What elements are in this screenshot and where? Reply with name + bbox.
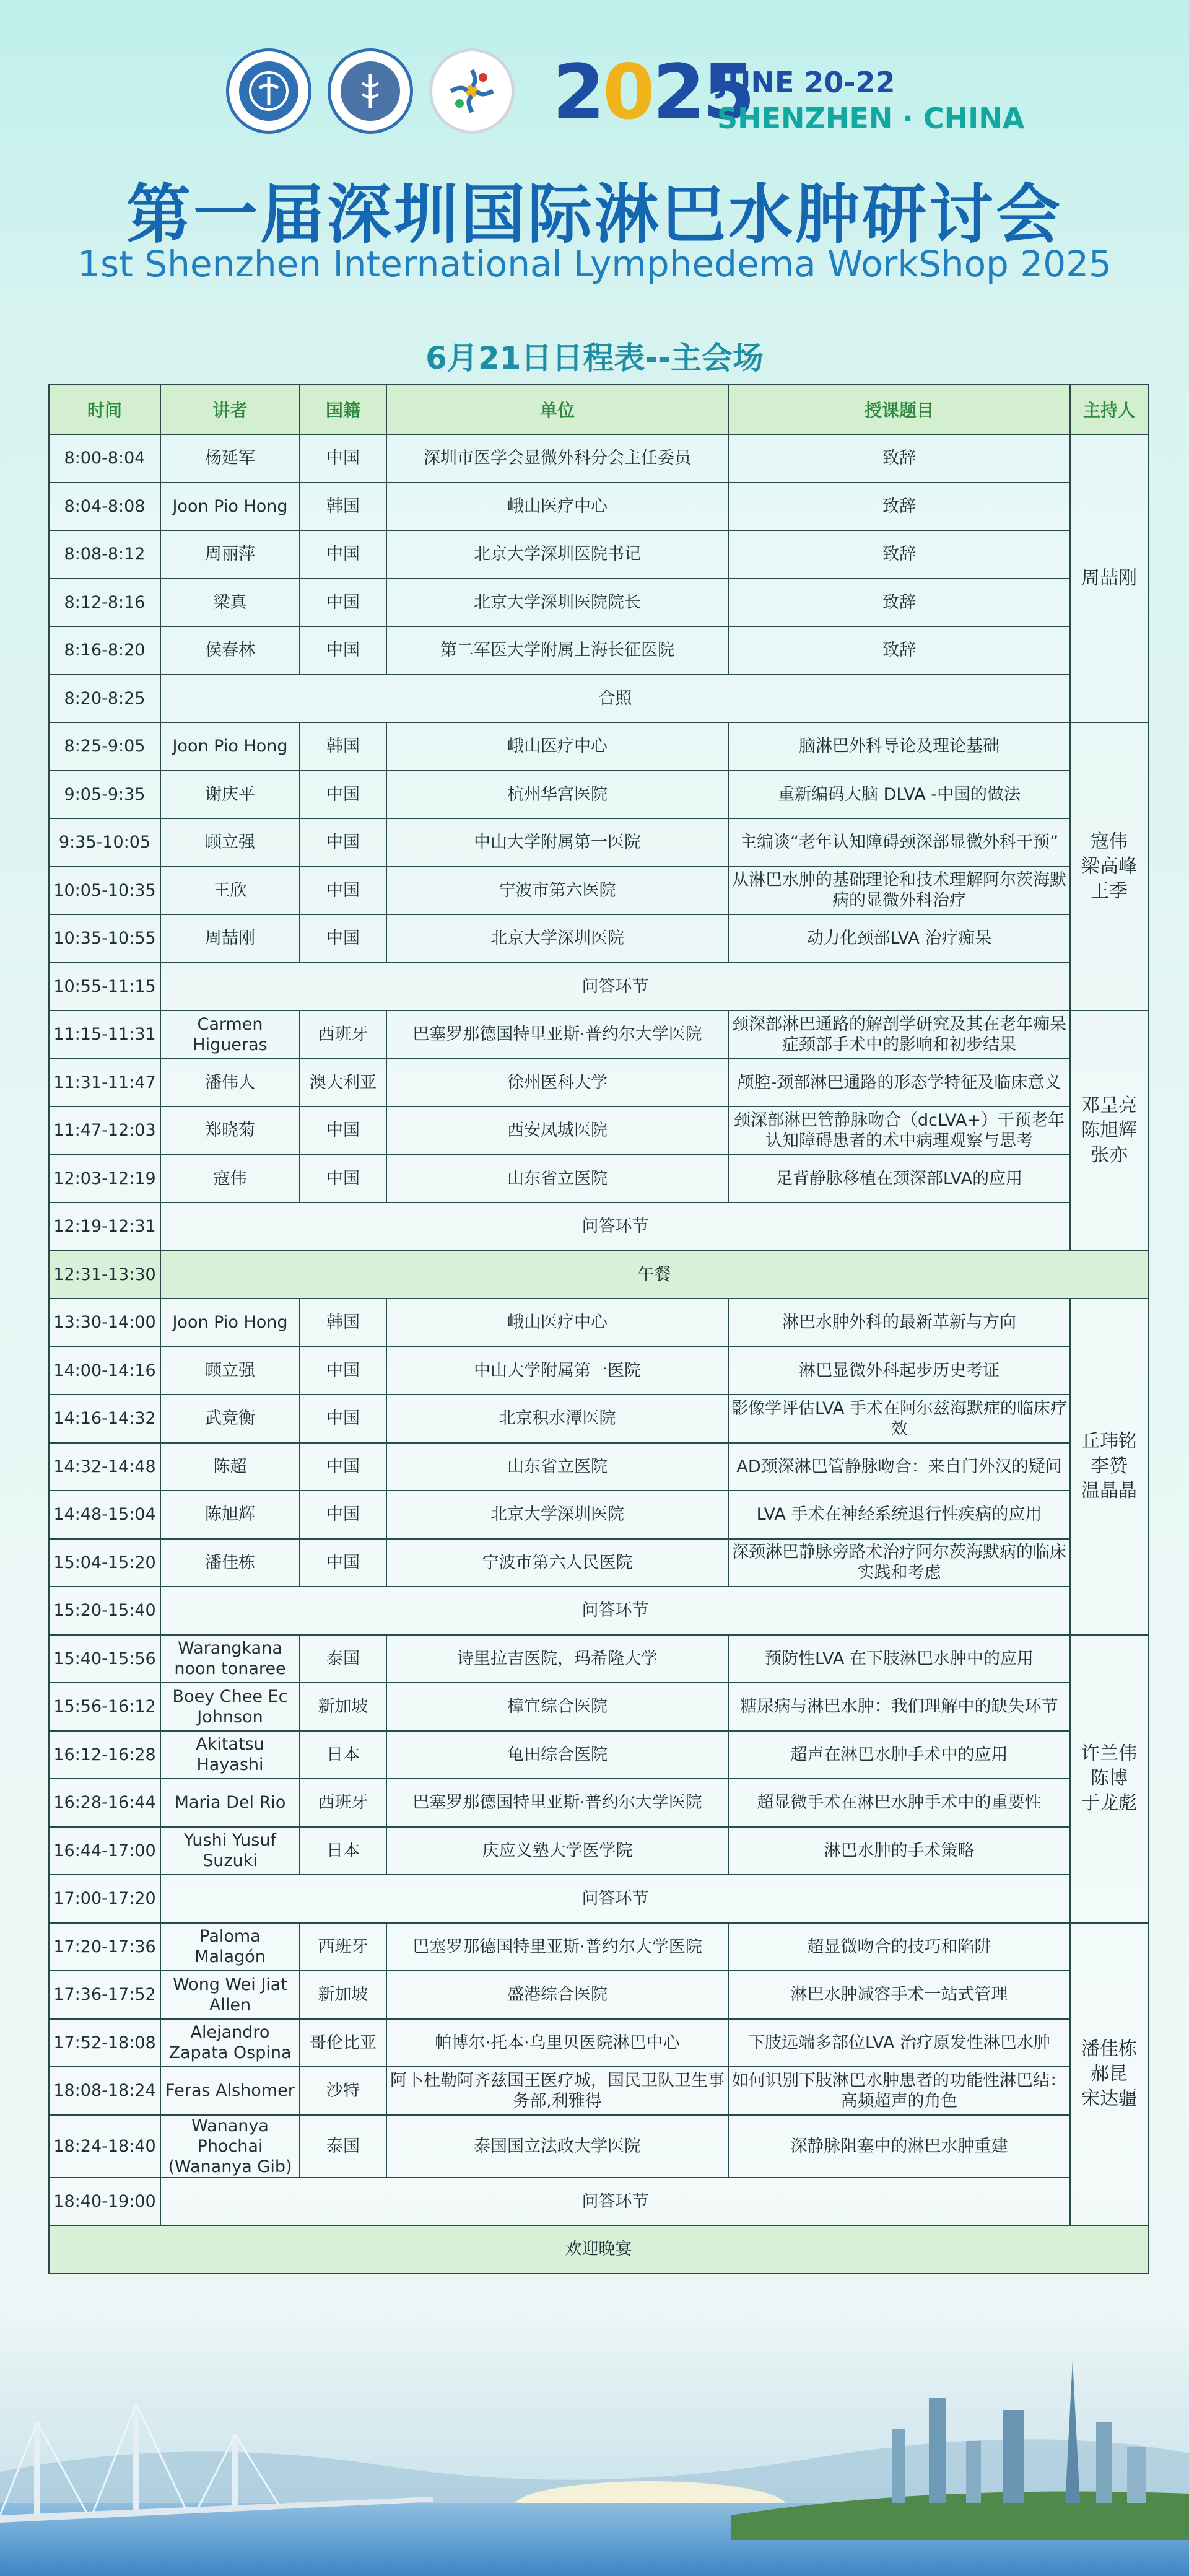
unit-cell: 巴塞罗那德国特里亚斯·普约尔大学医院 xyxy=(386,1010,728,1059)
country-cell: 韩国 xyxy=(300,483,386,531)
country-cell: 澳大利亚 xyxy=(300,1059,386,1107)
unit-cell: 北京大学深圳医院院长 xyxy=(386,579,728,627)
topic-cell: 主编谈“老年认知障碍颈深部显微外科干预” xyxy=(728,818,1070,867)
country-cell: 泰国 xyxy=(300,1635,386,1683)
schedule-subtitle: 6月21日日程表--主会场 xyxy=(425,340,764,376)
time-cell: 12:31-13:30 xyxy=(49,1251,160,1299)
host-name: 温晶晶 xyxy=(1081,1480,1137,1502)
time-cell: 11:31-11:47 xyxy=(49,1059,160,1107)
unit-cell: 徐州医科大学 xyxy=(386,1059,728,1107)
speaker-cell: 顾立强 xyxy=(160,818,300,867)
event-date-place xyxy=(717,64,1024,136)
unit-cell: 帕博尔·托本·乌里贝医院淋巴中心 xyxy=(386,2019,728,2067)
time-cell: 18:08-18:24 xyxy=(49,2067,160,2115)
span-cell: 午餐 xyxy=(160,1251,1148,1299)
unit-cell: 诗里拉吉医院，玛希隆大学 xyxy=(386,1635,728,1683)
time-cell: 16:12-16:28 xyxy=(49,1731,160,1779)
topic-cell: 深静脉阻塞中的淋巴水肿重建 xyxy=(728,2115,1070,2178)
time-cell: 15:56-16:12 xyxy=(49,1683,160,1731)
time-cell: 18:24-18:40 xyxy=(49,2115,160,2178)
table-row xyxy=(49,1731,1148,1779)
time-cell: 14:48-15:04 xyxy=(49,1491,160,1539)
span-cell: 问答环节 xyxy=(160,1875,1070,1923)
host-cell xyxy=(1070,1010,1148,1251)
banquet-cell: 欢迎晚宴 xyxy=(49,2225,1148,2274)
speaker-cell: 杨延军 xyxy=(160,434,300,483)
table-row xyxy=(49,1491,1148,1539)
span-cell: 合照 xyxy=(160,675,1070,723)
time-cell: 18:40-19:00 xyxy=(49,2178,160,2226)
span-row xyxy=(49,2178,1148,2226)
speaker-cell: 潘佳栋 xyxy=(160,1539,300,1587)
shenzhen-medical-association-logo xyxy=(226,48,311,134)
topic-cell: 淋巴显微外科起步历史考证 xyxy=(728,1347,1070,1395)
country-cell: 中国 xyxy=(300,1491,386,1539)
unit-cell: 北京大学深圳医院 xyxy=(386,914,728,963)
time-cell: 11:47-12:03 xyxy=(49,1106,160,1155)
speaker-cell: Joon Pio Hong xyxy=(160,483,300,531)
unit-cell: 深圳市医学会显微外科分会主任委员 xyxy=(386,434,728,483)
host-name: 丘玮铭 xyxy=(1081,1430,1137,1453)
time-cell: 16:44-17:00 xyxy=(49,1827,160,1875)
host-name: 张亦 xyxy=(1091,1144,1128,1166)
country-cell: 中国 xyxy=(300,1395,386,1443)
span-row xyxy=(49,1203,1148,1251)
country-cell: 中国 xyxy=(300,914,386,963)
table-row xyxy=(49,626,1148,675)
table-row xyxy=(49,2019,1148,2067)
span-cell: 问答环节 xyxy=(160,963,1070,1011)
unit-cell: 泰国国立法政大学医院 xyxy=(386,2115,728,2178)
country-cell: 中国 xyxy=(300,1539,386,1587)
topic-cell: 深颈淋巴静脉旁路术治疗阿尔茨海默病的临床实践和考虑 xyxy=(728,1539,1070,1587)
time-cell: 13:30-14:00 xyxy=(49,1299,160,1347)
speaker-cell: Alejandro Zapata Ospina xyxy=(160,2019,300,2067)
topic-cell: 颈深部淋巴通路的解剖学研究及其在老年痴呆症颈部手术中的影响和初步结果 xyxy=(728,1010,1070,1059)
span-cell: 问答环节 xyxy=(160,1203,1070,1251)
speaker-cell: Feras Alshomer xyxy=(160,2067,300,2115)
speaker-cell: Paloma Malagón xyxy=(160,1923,300,1971)
time-cell: 15:40-15:56 xyxy=(49,1635,160,1683)
shenzhen-skyline-illustration xyxy=(0,2329,1189,2576)
event-date: JUNE 20-22 xyxy=(717,66,895,99)
topic-cell: 致辞 xyxy=(728,579,1070,627)
speaker-cell: Yushi Yusuf Suzuki xyxy=(160,1827,300,1875)
table-row xyxy=(49,483,1148,531)
table-row xyxy=(49,722,1148,771)
topic-cell: 淋巴水肿外科的最新革新与方向 xyxy=(728,1299,1070,1347)
unit-cell: 阿卜杜勒阿齐兹国王医疗城，国民卫队卫生事务部,利雅得 xyxy=(386,2067,728,2115)
host-cell xyxy=(1070,434,1148,722)
page-title-cn: 第一届深圳国际淋巴水肿研讨会 xyxy=(126,177,1063,252)
unit-cell: 第二军医大学附属上海长征医院 xyxy=(386,626,728,675)
time-cell: 12:03-12:19 xyxy=(49,1155,160,1203)
speaker-cell: Wong Wei Jiat Allen xyxy=(160,1971,300,2019)
topic-cell: 动力化颈部LVA 治疗痴呆 xyxy=(728,914,1070,963)
country-cell: 西班牙 xyxy=(300,1923,386,1971)
country-cell: 中国 xyxy=(300,530,386,579)
table-row xyxy=(49,818,1148,867)
unit-cell: 北京大学深圳医院书记 xyxy=(386,530,728,579)
logo-row xyxy=(226,48,515,134)
schedule-table xyxy=(48,384,1149,2274)
topic-cell: 脑淋巴外科导论及理论基础 xyxy=(728,722,1070,771)
host-name: 郝昆 xyxy=(1091,2062,1128,2085)
time-cell: 17:36-17:52 xyxy=(49,1971,160,2019)
unit-cell: 庆应义塾大学医学院 xyxy=(386,1827,728,1875)
host-name: 陈旭辉 xyxy=(1081,1119,1137,1141)
host-name: 梁高峰 xyxy=(1081,855,1137,877)
unit-cell: 中山大学附属第一医院 xyxy=(386,818,728,867)
topic-cell: 预防性LVA 在下肢淋巴水肿中的应用 xyxy=(728,1635,1070,1683)
peking-university-shenzhen-hospital-logo xyxy=(328,48,413,134)
table-row xyxy=(49,771,1148,819)
country-cell: 西班牙 xyxy=(300,1779,386,1827)
unit-cell: 巴塞罗那德国特里亚斯·普约尔大学医院 xyxy=(386,1779,728,1827)
unit-cell: 宁波市第六人民医院 xyxy=(386,1539,728,1587)
col-header-time: 时间 xyxy=(49,385,160,434)
speaker-cell: Akitatsu Hayashi xyxy=(160,1731,300,1779)
country-cell: 中国 xyxy=(300,434,386,483)
shenzhen-hospital-logo xyxy=(429,48,515,134)
col-header-host: 主持人 xyxy=(1070,385,1148,434)
table-row xyxy=(49,1059,1148,1107)
topic-cell: 从淋巴水肿的基础理论和技术理解阿尔茨海默病的显微外科治疗 xyxy=(728,867,1070,915)
table-row xyxy=(49,867,1148,915)
topic-cell: 颅腔-颈部淋巴通路的形态学特征及临床意义 xyxy=(728,1059,1070,1107)
host-name: 潘佳栋 xyxy=(1081,2038,1137,2060)
unit-cell: 盛港综合医院 xyxy=(386,1971,728,2019)
speaker-cell: 王欣 xyxy=(160,867,300,915)
table-row xyxy=(49,2115,1148,2178)
country-cell: 中国 xyxy=(300,1347,386,1395)
host-name: 寇伟 xyxy=(1091,830,1128,852)
col-header-topic: 授课题目 xyxy=(728,385,1070,434)
table-row xyxy=(49,1395,1148,1443)
span-cell: 问答环节 xyxy=(160,1587,1070,1635)
host-name: 陈博 xyxy=(1091,1768,1128,1789)
speaker-cell: 武竞衡 xyxy=(160,1395,300,1443)
topic-cell: AD颈深淋巴管静脉吻合：来自门外汉的疑问 xyxy=(728,1443,1070,1491)
topic-cell: 影像学评估LVA 手术在阿尔兹海默症的临床疗效 xyxy=(728,1395,1070,1443)
speaker-cell: Joon Pio Hong xyxy=(160,722,300,771)
time-cell: 9:35-10:05 xyxy=(49,818,160,867)
host-name: 宋达疆 xyxy=(1081,2087,1137,2109)
span-row xyxy=(49,1251,1148,1299)
speaker-cell: 周喆刚 xyxy=(160,914,300,963)
country-cell: 中国 xyxy=(300,626,386,675)
table-header-row xyxy=(49,385,1148,434)
year-c: 0 xyxy=(602,48,653,136)
unit-cell: 西安凤城医院 xyxy=(386,1106,728,1155)
table-row xyxy=(49,1155,1148,1203)
year-prefix: 2 xyxy=(552,48,603,136)
table-row xyxy=(49,1347,1148,1395)
country-cell: 泰国 xyxy=(300,2115,386,2178)
span-row xyxy=(49,1587,1148,1635)
table-row xyxy=(49,1779,1148,1827)
speaker-cell: 郑晓菊 xyxy=(160,1106,300,1155)
speaker-cell: 顾立强 xyxy=(160,1347,300,1395)
time-cell: 8:25-9:05 xyxy=(49,722,160,771)
table-row xyxy=(49,1971,1148,2019)
speaker-cell: Carmen Higueras xyxy=(160,1010,300,1059)
unit-cell: 中山大学附属第一医院 xyxy=(386,1347,728,1395)
unit-cell: 北京大学深圳医院 xyxy=(386,1491,728,1539)
table-row xyxy=(49,1010,1148,1059)
table-row xyxy=(49,1106,1148,1155)
time-cell: 17:52-18:08 xyxy=(49,2019,160,2067)
table-row xyxy=(49,2067,1148,2115)
table-row xyxy=(49,579,1148,627)
country-cell: 中国 xyxy=(300,867,386,915)
table-row xyxy=(49,1539,1148,1587)
topic-cell: LVA 手术在神经系统退行性疾病的应用 xyxy=(728,1491,1070,1539)
speaker-cell: 侯春林 xyxy=(160,626,300,675)
span-row xyxy=(49,675,1148,723)
time-cell: 10:55-11:15 xyxy=(49,963,160,1011)
speaker-cell: Warangkana noon tonaree xyxy=(160,1635,300,1683)
time-cell: 14:00-14:16 xyxy=(49,1347,160,1395)
topic-cell: 足背静脉移植在颈深部LVA的应用 xyxy=(728,1155,1070,1203)
unit-cell: 峨山医疗中心 xyxy=(386,483,728,531)
year-suffix: 25 xyxy=(652,48,753,136)
topic-cell: 淋巴水肿的手术策略 xyxy=(728,1827,1070,1875)
time-cell: 8:20-8:25 xyxy=(49,675,160,723)
country-cell: 中国 xyxy=(300,1443,386,1491)
country-cell: 中国 xyxy=(300,1106,386,1155)
unit-cell: 山东省立医院 xyxy=(386,1155,728,1203)
table-row xyxy=(49,1299,1148,1347)
country-cell: 韩国 xyxy=(300,722,386,771)
time-cell: 17:00-17:20 xyxy=(49,1875,160,1923)
banquet-row xyxy=(49,2225,1148,2274)
country-cell: 沙特 xyxy=(300,2067,386,2115)
country-cell: 哥伦比亚 xyxy=(300,2019,386,2067)
table-row xyxy=(49,434,1148,483)
topic-cell: 颈深部淋巴管静脉吻合（dcLVA+）干预老年认知障碍患者的术中病理观察与思考 xyxy=(728,1106,1070,1155)
topic-cell: 超显微手术在淋巴水肿手术中的重要性 xyxy=(728,1779,1070,1827)
host-name: 邓呈亮 xyxy=(1081,1094,1137,1116)
time-cell: 11:15-11:31 xyxy=(49,1010,160,1059)
topic-cell: 超声在淋巴水肿手术中的应用 xyxy=(728,1731,1070,1779)
speaker-cell: 潘伟人 xyxy=(160,1059,300,1107)
time-cell: 8:12-8:16 xyxy=(49,579,160,627)
topic-cell: 糖尿病与淋巴水肿：我们理解中的缺失环节 xyxy=(728,1683,1070,1731)
span-cell: 问答环节 xyxy=(160,2178,1070,2226)
host-name: 许兰伟 xyxy=(1081,1743,1137,1764)
host-name: 李赞 xyxy=(1091,1455,1128,1478)
time-cell: 15:20-15:40 xyxy=(49,1587,160,1635)
unit-cell: 北京积水潭医院 xyxy=(386,1395,728,1443)
topic-cell: 致辞 xyxy=(728,530,1070,579)
unit-cell: 杭州华宫医院 xyxy=(386,771,728,819)
speaker-cell: Boey Chee Ec Johnson xyxy=(160,1683,300,1731)
topic-cell: 致辞 xyxy=(728,626,1070,675)
country-cell: 中国 xyxy=(300,1155,386,1203)
country-cell: 新加坡 xyxy=(300,1971,386,2019)
col-header-unit: 单位 xyxy=(386,385,728,434)
col-header-country: 国籍 xyxy=(300,385,386,434)
unit-cell: 峨山医疗中心 xyxy=(386,1299,728,1347)
unit-cell: 樟宜综合医院 xyxy=(386,1683,728,1731)
topic-cell: 超显微吻合的技巧和陷阱 xyxy=(728,1923,1070,1971)
time-cell: 12:19-12:31 xyxy=(49,1203,160,1251)
event-place: SHENZHEN · CHINA xyxy=(717,102,1025,135)
speaker-cell: 陈旭辉 xyxy=(160,1491,300,1539)
page-title-en: 1st Shenzhen International Lymphedema WorkShop 2025 xyxy=(77,243,1112,285)
topic-cell: 致辞 xyxy=(728,434,1070,483)
speaker-cell: 陈超 xyxy=(160,1443,300,1491)
time-cell: 14:32-14:48 xyxy=(49,1443,160,1491)
speaker-cell: 谢庆平 xyxy=(160,771,300,819)
speaker-cell: 梁真 xyxy=(160,579,300,627)
country-cell: 中国 xyxy=(300,579,386,627)
country-cell: 中国 xyxy=(300,818,386,867)
time-cell: 8:00-8:04 xyxy=(49,434,160,483)
host-cell xyxy=(1070,1299,1148,1635)
time-cell: 9:05-9:35 xyxy=(49,771,160,819)
table-row xyxy=(49,1443,1148,1491)
speaker-cell: 周丽萍 xyxy=(160,530,300,579)
host-name: 王季 xyxy=(1091,880,1128,902)
time-cell: 8:08-8:12 xyxy=(49,530,160,579)
speaker-cell: Wananya Phochai (Wananya Gib) xyxy=(160,2115,300,2178)
unit-cell: 山东省立医院 xyxy=(386,1443,728,1491)
topic-cell: 如何识别下肢淋巴水肿患者的功能性淋巴结：高频超声的角色 xyxy=(728,2067,1070,2115)
country-cell: 中国 xyxy=(300,771,386,819)
speaker-cell: 寇伟 xyxy=(160,1155,300,1203)
time-cell: 17:20-17:36 xyxy=(49,1923,160,1971)
span-row xyxy=(49,963,1148,1011)
time-cell: 16:28-16:44 xyxy=(49,1779,160,1827)
span-row xyxy=(49,1875,1148,1923)
country-cell: 韩国 xyxy=(300,1299,386,1347)
topic-cell: 重新编码大脑 DLVA -中国的做法 xyxy=(728,771,1070,819)
speaker-cell: Joon Pio Hong xyxy=(160,1299,300,1347)
topic-cell: 下肢远端多部位LVA 治疗原发性淋巴水肿 xyxy=(728,2019,1070,2067)
time-cell: 10:05-10:35 xyxy=(49,867,160,915)
speaker-cell: Maria Del Rio xyxy=(160,1779,300,1827)
country-cell: 日本 xyxy=(300,1731,386,1779)
table-row xyxy=(49,914,1148,963)
time-cell: 15:04-15:20 xyxy=(49,1539,160,1587)
unit-cell: 峨山医疗中心 xyxy=(386,722,728,771)
unit-cell: 巴塞罗那德国特里亚斯·普约尔大学医院 xyxy=(386,1923,728,1971)
host-cell xyxy=(1070,1635,1148,1923)
host-name: 周喆刚 xyxy=(1081,567,1137,589)
topic-cell: 致辞 xyxy=(728,483,1070,531)
unit-cell: 龟田综合医院 xyxy=(386,1731,728,1779)
table-row xyxy=(49,1635,1148,1683)
host-cell xyxy=(1070,722,1148,1010)
table-row xyxy=(49,530,1148,579)
host-cell xyxy=(1070,1923,1148,2226)
unit-cell: 宁波市第六医院 xyxy=(386,867,728,915)
country-cell: 新加坡 xyxy=(300,1683,386,1731)
time-cell: 8:04-8:08 xyxy=(49,483,160,531)
topic-cell: 淋巴水肿减容手术一站式管理 xyxy=(728,1971,1070,2019)
table-row xyxy=(49,1683,1148,1731)
col-header-speaker: 讲者 xyxy=(160,385,300,434)
country-cell: 西班牙 xyxy=(300,1010,386,1059)
time-cell: 14:16-14:32 xyxy=(49,1395,160,1443)
time-cell: 10:35-10:55 xyxy=(49,914,160,963)
host-name: 于龙彪 xyxy=(1081,1792,1137,1814)
table-row xyxy=(49,1923,1148,1971)
table-row xyxy=(49,1827,1148,1875)
country-cell: 日本 xyxy=(300,1827,386,1875)
time-cell: 8:16-8:20 xyxy=(49,626,160,675)
